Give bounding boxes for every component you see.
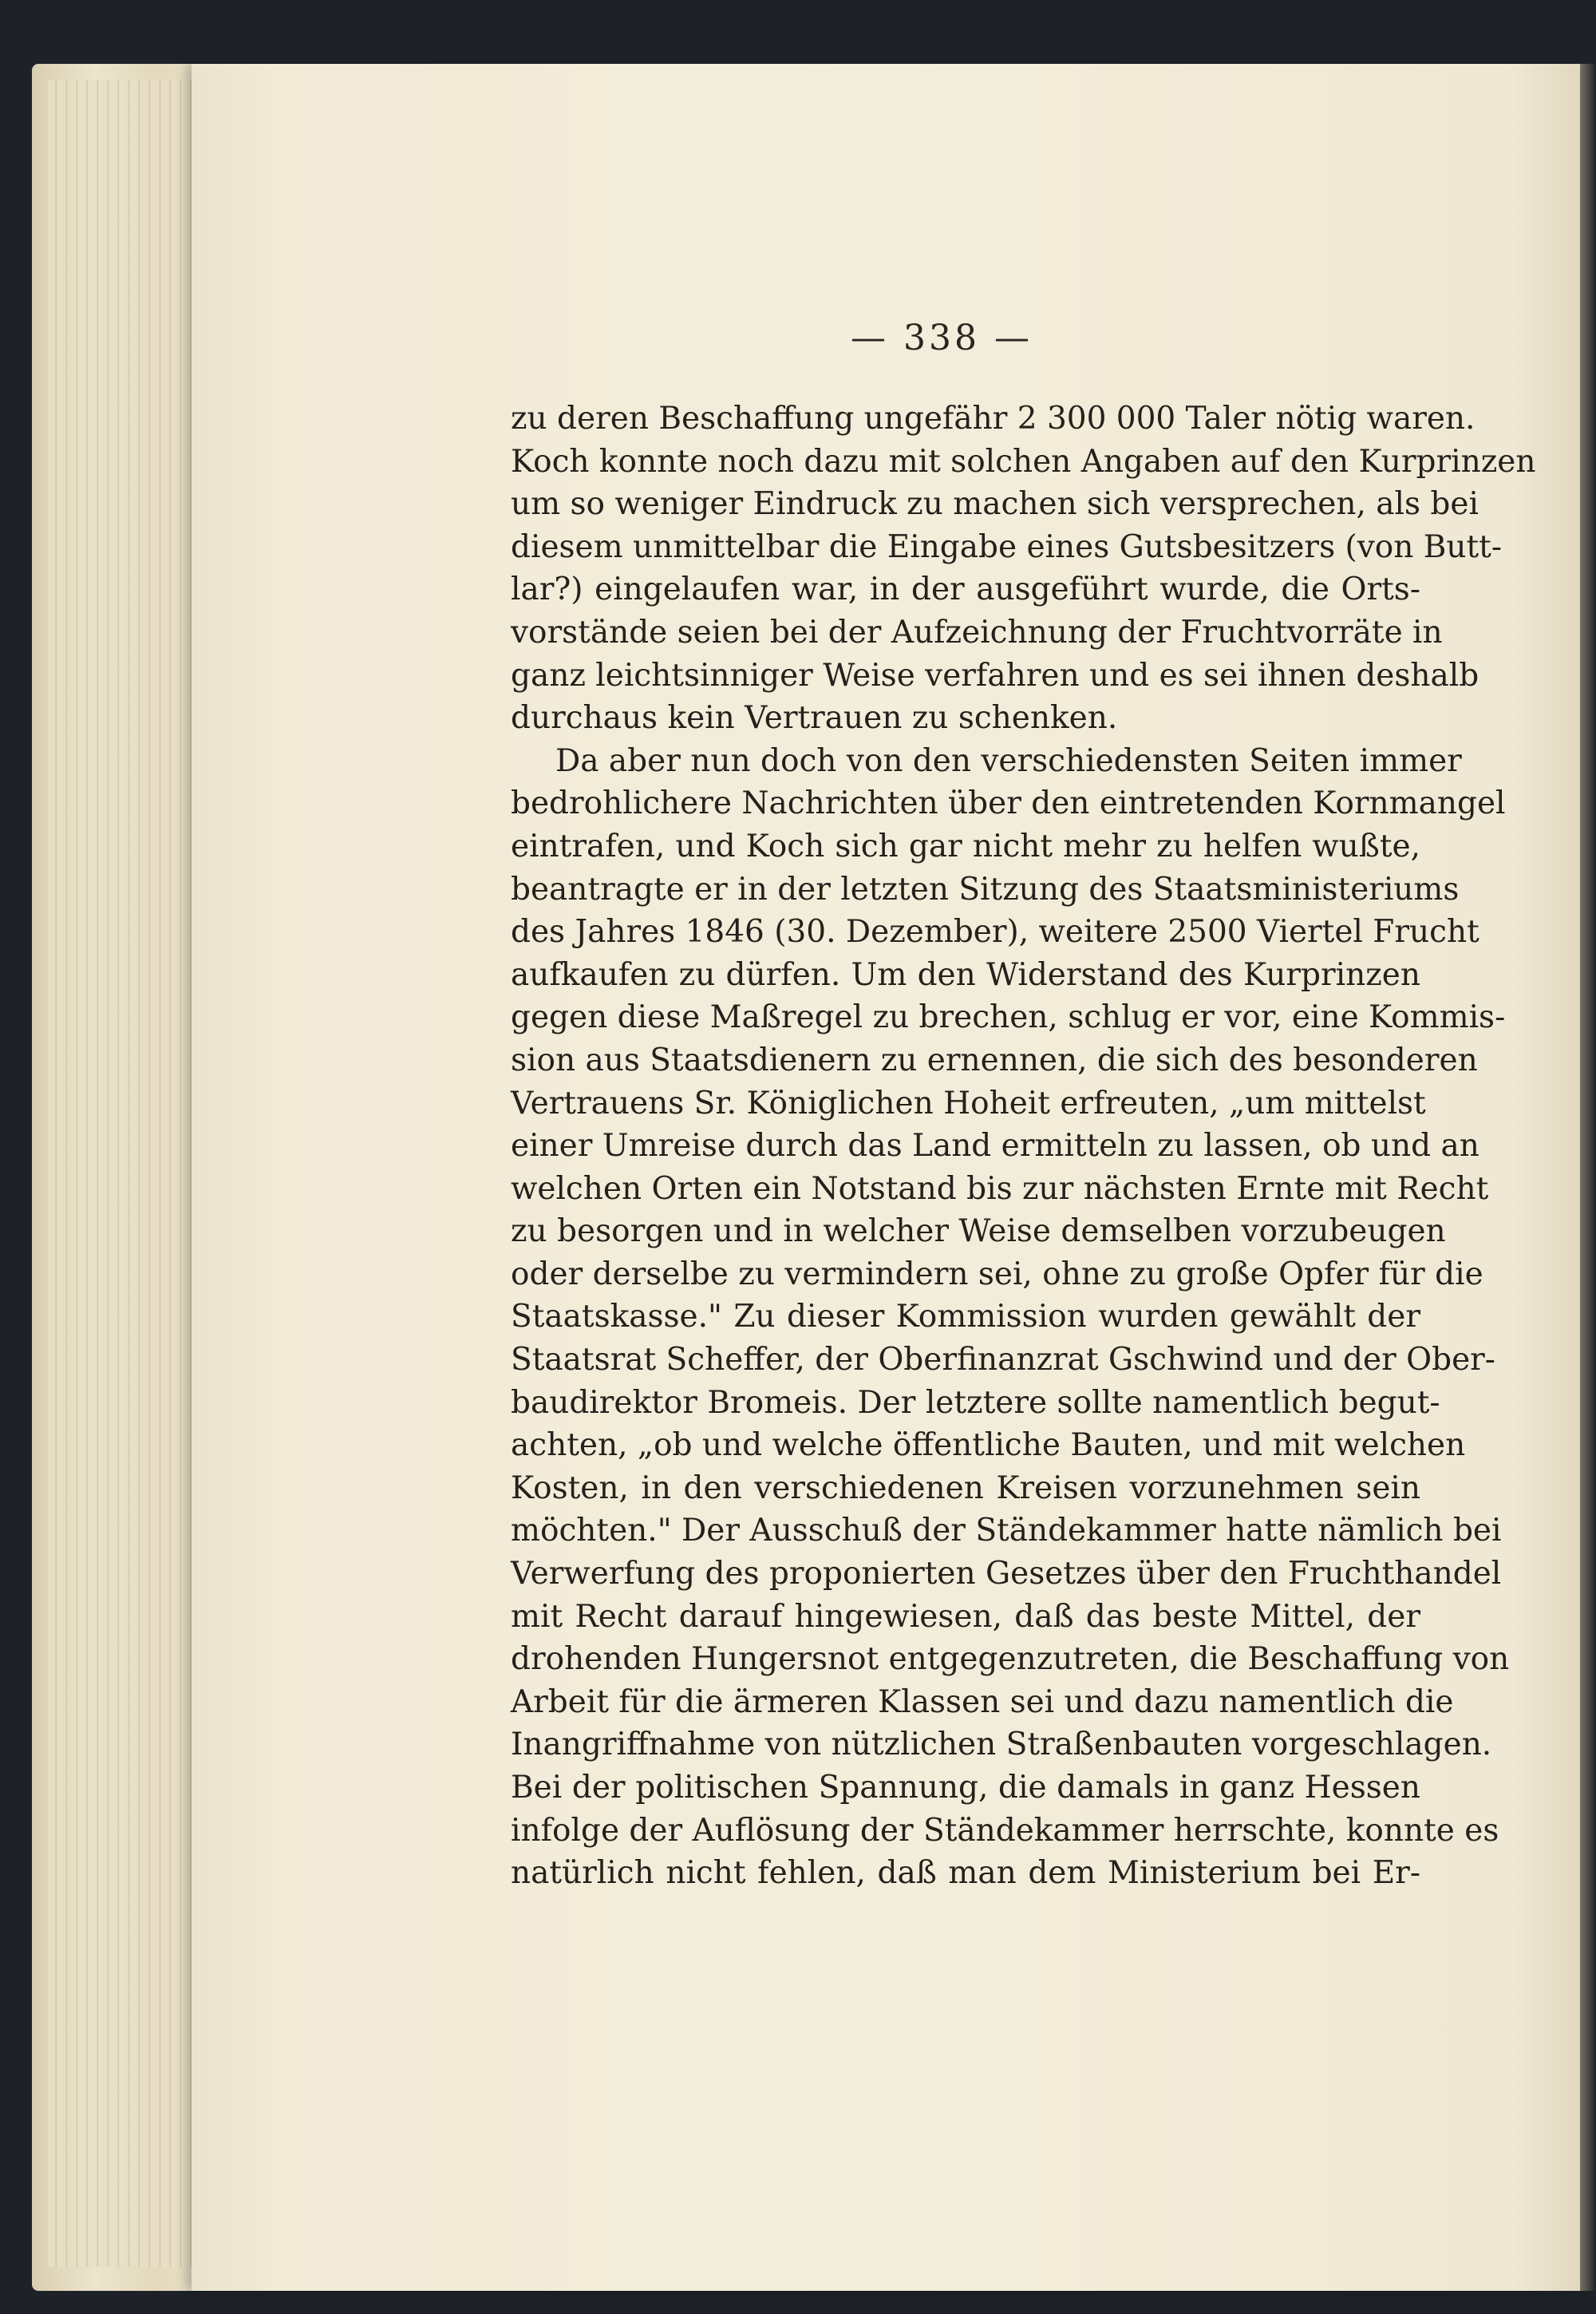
text-line: ganz leichtsinniger Weise verfahren und es sei ihnen deshalb bbox=[511, 657, 1479, 694]
text-line: lar?) eingelaufen war, in der ausgeführt wurde, die Orts- bbox=[511, 572, 1420, 608]
text-line: Verwerfung des proponierten Gesetzes über den Fruchthandel bbox=[511, 1556, 1502, 1592]
text-line: des Jahres 1846 (30. Dezember), weitere 2500 Viertel Frucht bbox=[511, 914, 1479, 951]
text-line: Staatskasse." Zu dieser Kommission wurden gewählt der bbox=[511, 1299, 1420, 1335]
text-line: Koch konnte noch dazu mit solchen Angaben auf den Kurprinzen bbox=[511, 443, 1536, 480]
text-line: sion aus Staatsdienern zu ernennen, die sich des besonderen bbox=[511, 1042, 1478, 1078]
paragraph-start-line: Da aber nun doch von den verschiedensten Seiten immer bbox=[555, 742, 1462, 779]
text-line: Staatsrat Scheffer, der Oberfinanzrat Gschwind und der Ober- bbox=[511, 1342, 1495, 1379]
text-line: gegen diese Maßregel zu brechen, schlug er vor, eine Kommis- bbox=[511, 999, 1506, 1036]
text-line: drohenden Hungersnot entgegenzutreten, die Beschaffung von bbox=[511, 1641, 1510, 1678]
text-line: Bei der politischen Spannung, die damals in ganz Hessen bbox=[511, 1770, 1420, 1806]
text-line: natürlich nicht fehlen, daß man dem Ministerium bei Er- bbox=[511, 1855, 1420, 1892]
text-line: Inangriffnahme von nützlichen Straßenbauten vorgeschlagen. bbox=[511, 1727, 1492, 1763]
text-line: oder derselbe zu vermindern sei, ohne zu große Opfer für die bbox=[511, 1256, 1483, 1292]
text-line: welchen Orten ein Notstand bis zur nächsten Ernte mit Recht bbox=[511, 1170, 1489, 1207]
page-number: — 338 — bbox=[851, 318, 1033, 358]
text-line: diesem unmittelbar die Eingabe eines Gutsbesitzers (von Butt- bbox=[511, 528, 1503, 565]
text-line: um so weniger Eindruck zu machen sich versprechen, als bei bbox=[511, 486, 1479, 523]
text-line: infolge der Auflösung der Ständekammer herrschte, konnte es bbox=[511, 1812, 1499, 1849]
text-line: durchaus kein Vertrauen zu schenken. bbox=[511, 700, 1118, 737]
text-line: einer Umreise durch das Land ermitteln zu lassen, ob und an bbox=[511, 1128, 1479, 1165]
text-line: Arbeit für die ärmeren Klassen sei und dazu namentlich die bbox=[511, 1683, 1454, 1720]
text-line: zu deren Beschaffung ungefähr 2 300 000 Taler nötig waren. bbox=[511, 401, 1476, 437]
text-line: baudirektor Bromeis. Der letztere sollte namentlich begut- bbox=[511, 1384, 1440, 1421]
text-line: beantragte er in der letzten Sitzung des Staatsministeriums bbox=[511, 871, 1460, 908]
page-stack bbox=[48, 80, 207, 2267]
text-line: vorstände seien bei der Aufzeichnung der Fruchtvorräte in bbox=[511, 614, 1443, 651]
text-line: Kosten, in den verschiedenen Kreisen vorzunehmen sein bbox=[511, 1469, 1420, 1506]
text-line: aufkaufen zu dürfen. Um den Widerstand des Kurprinzen bbox=[511, 956, 1420, 993]
text-line: eintrafen, und Koch sich gar nicht mehr zu helfen wußte, bbox=[511, 828, 1420, 864]
text-line: bedrohlichere Nachrichten über den eintretenden Kornmangel bbox=[511, 785, 1506, 822]
text-line: mit Recht darauf hingewiesen, daß das beste Mittel, der bbox=[511, 1598, 1420, 1635]
body-text bbox=[511, 398, 1536, 1895]
text-line: zu besorgen und in welcher Weise demselben vorzubeugen bbox=[511, 1213, 1446, 1250]
text-line: Vertrauens Sr. Königlichen Hoheit erfreuten, „um mittelst bbox=[511, 1085, 1426, 1121]
text-line: achten, „ob und welche öffentliche Bauten, und mit welchen bbox=[511, 1427, 1466, 1464]
text-line: möchten." Der Ausschuß der Ständekammer hatte nämlich bei bbox=[511, 1513, 1502, 1549]
